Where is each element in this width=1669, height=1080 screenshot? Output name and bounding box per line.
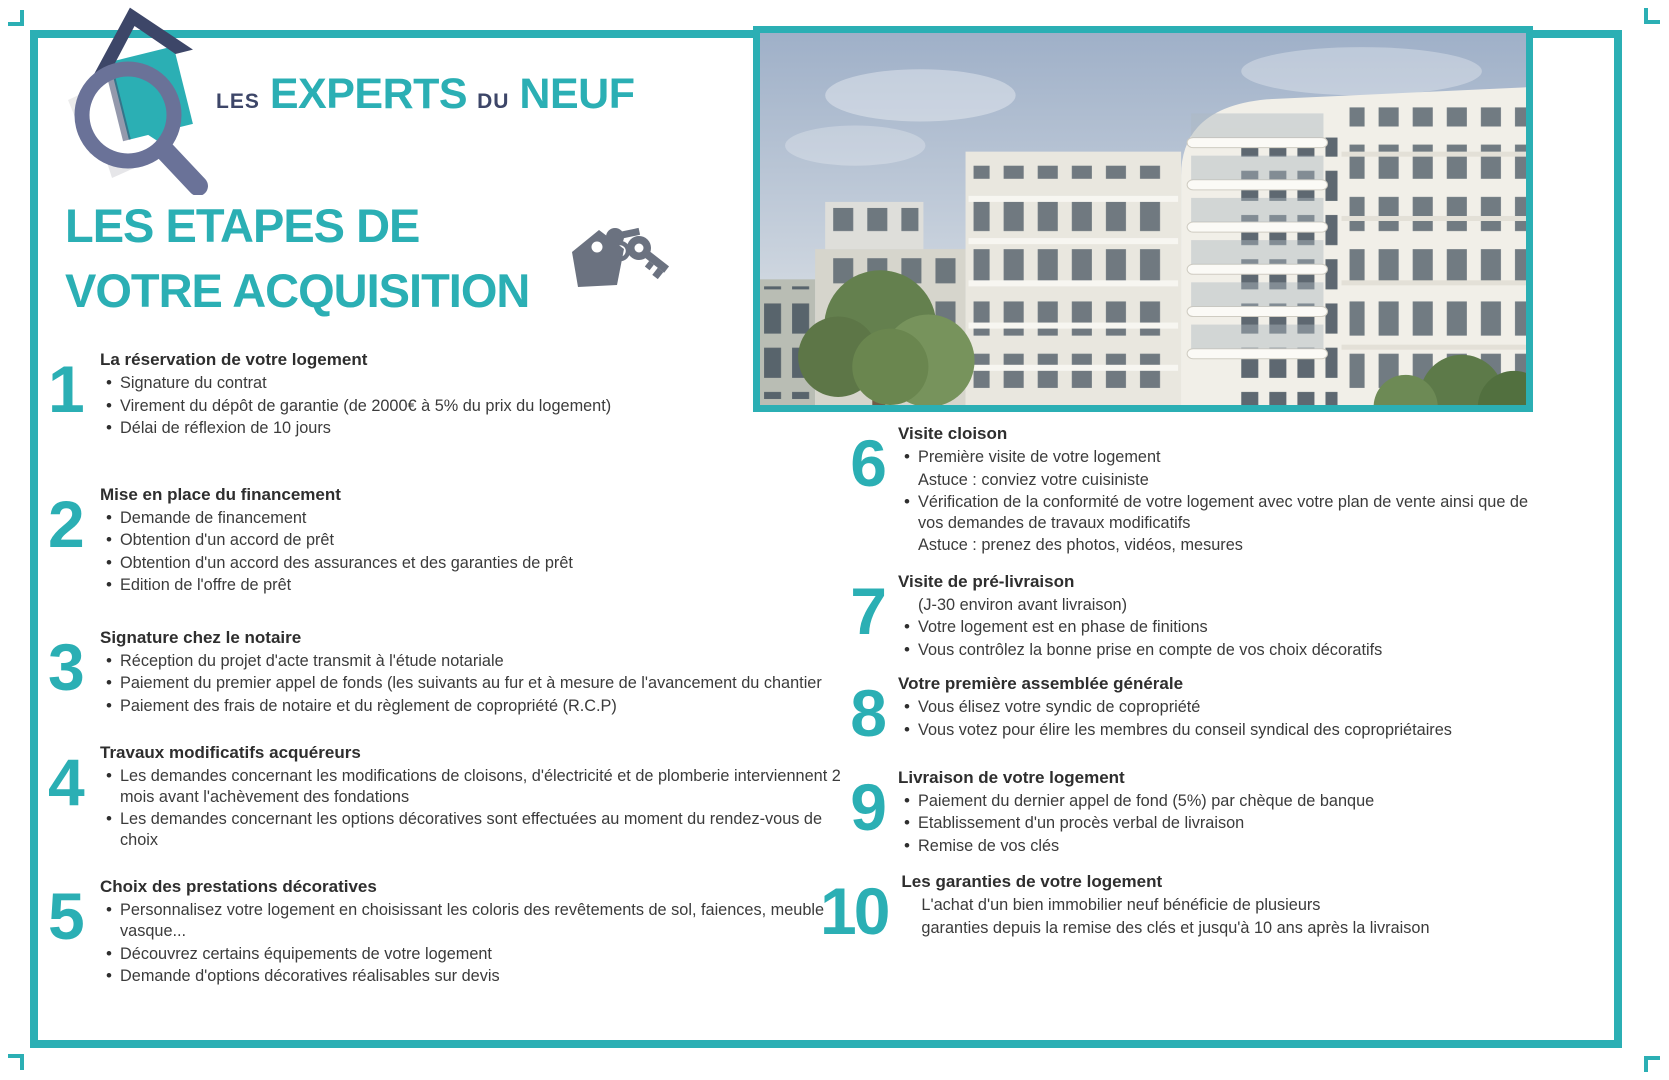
corner-mark-top-left	[8, 10, 24, 26]
house-magnifier-icon	[48, 0, 223, 195]
step-note-item: Astuce : prenez des photos, vidéos, mesures	[918, 536, 1243, 555]
step-title: Visite cloison	[898, 424, 1008, 443]
step-number: 10	[820, 874, 888, 949]
brand-word-les: LES	[216, 90, 260, 113]
step-bullet-item: • Paiement du premier appel de fonds (les suivants au fur et à mesure de l'avancement du chantier	[100, 673, 822, 694]
step-bullet-item: • Virement du dépôt de garantie (de 2000€ à 5% du prix du logement)	[100, 396, 611, 417]
step-bullet-item: • Paiement des frais de notaire et du règlement de copropriété (R.C.P)	[100, 696, 822, 717]
step-body	[100, 485, 573, 598]
step-number: 8	[850, 676, 884, 751]
step-8	[820, 674, 1544, 751]
step-number: 7	[850, 573, 884, 648]
step-bullet-item: • Etablissement d'un procès verbal de livraison	[898, 813, 1374, 834]
step-number: 1	[48, 352, 82, 426]
step-title: Travaux modificatifs acquéreurs	[100, 743, 361, 763]
step-bullet-item: • Réception du projet d'acte transmit à l'étude notariale	[100, 651, 822, 672]
step-2	[48, 485, 860, 598]
step-bullet-item: • Demande de financement	[100, 508, 573, 529]
step-note-item: garanties depuis la remise des clés et jusqu'à 10 ans après la livraison	[921, 918, 1430, 937]
step-7	[820, 572, 1544, 663]
brand-word-du: DU	[477, 90, 510, 113]
step-number: 9	[850, 769, 884, 844]
step-bullet-item: • Obtention d'un accord des assurances et des garanties de prêt	[100, 553, 573, 574]
step-bullet-item: • Première visite de votre logement	[898, 447, 1544, 468]
step-body	[901, 872, 1429, 940]
step-1	[48, 350, 860, 441]
step-title: Choix des prestations décoratives	[100, 877, 377, 897]
brand-word-neuf: NEUF	[519, 70, 635, 118]
step-bullet-item: • Délai de réflexion de 10 jours	[100, 418, 611, 439]
corner-mark-top-right	[1644, 8, 1660, 24]
step-bullet-item: • Signature du contrat	[100, 373, 611, 394]
step-5	[48, 877, 860, 988]
step-body	[100, 628, 822, 719]
step-body	[898, 768, 1374, 859]
corner-mark-bottom-left	[8, 1054, 24, 1070]
step-body	[898, 674, 1452, 742]
step-bullet-item: • Les demandes concernant les modifications de cloisons, d'électricité et de plomberie interviennent 2 mois avant l'achèvement des fondations	[100, 766, 860, 807]
step-title: Mise en place du financement	[100, 484, 341, 504]
step-title: Visite de pré-livraison	[898, 571, 1075, 591]
steps-column-right	[820, 424, 1544, 949]
step-bullet-item: • Remise de vos clés	[898, 836, 1374, 857]
step-note-item: L'achat d'un bien immobilier neuf bénéficie de plusieurs	[921, 896, 1321, 915]
step-bullet-item: • Personnalisez votre logement en choisissant les coloris des revêtements de sol, faiences, meuble vasque...	[100, 900, 860, 941]
step-bullet-item: • Les demandes concernant les options décoratives sont effectuées au moment du rendez-vous de choix	[100, 809, 860, 850]
step-number: 6	[850, 426, 884, 500]
step-body	[898, 424, 1544, 558]
step-number: 5	[48, 879, 82, 954]
step-bullet-item: • Edition de l'offre de prêt	[100, 575, 573, 596]
step-title: Signature chez le notaire	[100, 627, 302, 647]
step-body	[898, 572, 1382, 663]
step-number: 3	[48, 629, 82, 704]
step-title: Votre première assemblée générale	[898, 674, 1184, 694]
brand-word-experts: EXPERTS	[269, 70, 468, 118]
step-title: Livraison de votre logement	[898, 767, 1125, 787]
corner-mark-bottom-right	[1644, 1056, 1660, 1072]
step-bullet-item: • Découvrez certains équipements de votre logement	[100, 944, 860, 965]
page-title-line2: VOTRE ACQUISITION	[65, 263, 530, 317]
step-number: 4	[48, 745, 82, 820]
step-bullet-item: • Obtention d'un accord de prêt	[100, 530, 573, 551]
step-3	[48, 628, 860, 719]
step-bullet-item: • Vous votez pour élire les membres du conseil syndical des copropriétaires	[898, 720, 1452, 741]
step-4	[48, 743, 860, 852]
new-building-rendering	[753, 26, 1533, 412]
step-9	[820, 768, 1544, 859]
brand-wordmark	[216, 70, 634, 119]
step-number: 2	[48, 486, 82, 561]
step-title: La réservation de votre logement	[100, 350, 368, 369]
step-note-item: Astuce : conviez votre cuisiniste	[918, 470, 1149, 489]
step-bullet-item: • Paiement du dernier appel de fond (5%) par chèque de banque	[898, 791, 1374, 812]
step-bullet-item: • Votre logement est en phase de finitions	[898, 617, 1382, 638]
step-body	[100, 877, 860, 988]
step-6	[820, 424, 1544, 558]
step-10	[820, 872, 1544, 949]
page-title-line1: LES ETAPES DE	[65, 199, 420, 252]
step-bullet-item: • Vous contrôlez la bonne prise en compte de vos choix décoratifs	[898, 640, 1382, 661]
house-keys-icon	[558, 220, 676, 300]
step-bullet-item: • Demande d'options décoratives réalisables sur devis	[100, 966, 860, 987]
step-note-item: (J-30 environ avant livraison)	[918, 595, 1128, 614]
step-bullet-item: • Vous élisez votre syndic de copropriété	[898, 697, 1452, 718]
steps-column-left	[48, 350, 860, 989]
step-title: Les garanties de votre logement	[901, 872, 1163, 892]
step-bullet-item: • Vérification de la conformité de votre logement avec votre plan de vente ainsi que de vos demandes de travaux modificatifs	[898, 492, 1544, 533]
step-body	[100, 350, 611, 441]
step-body	[100, 743, 860, 852]
